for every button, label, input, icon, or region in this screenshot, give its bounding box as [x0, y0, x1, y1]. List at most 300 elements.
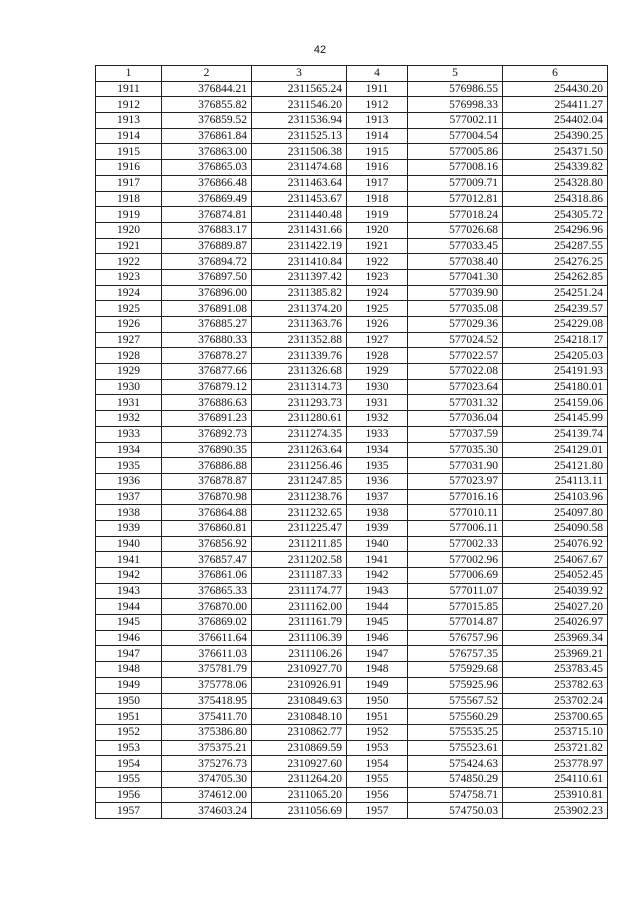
- table-cell: 376863.00: [162, 144, 252, 160]
- table-cell: 254287.55: [503, 238, 608, 254]
- table-cell: 254430.20: [503, 81, 608, 97]
- table-cell: 577011.07: [408, 583, 503, 599]
- table-cell: 577006.69: [408, 568, 503, 584]
- table-cell: 376869.02: [162, 615, 252, 631]
- table-cell: 1940: [347, 536, 408, 552]
- table-cell: 1930: [96, 379, 162, 395]
- table-cell: 376869.49: [162, 191, 252, 207]
- table-cell: 376879.12: [162, 379, 252, 395]
- table-cell: 253721.82: [503, 740, 608, 756]
- table-cell: 1923: [347, 269, 408, 285]
- table-row: [96, 128, 608, 144]
- table-cell: 1955: [347, 771, 408, 787]
- table-cell: 376844.21: [162, 81, 252, 97]
- table-cell: 577038.40: [408, 254, 503, 270]
- table-row: [96, 160, 608, 176]
- table-cell: 375411.70: [162, 709, 252, 725]
- table-cell: 1914: [96, 128, 162, 144]
- table-cell: 1933: [96, 426, 162, 442]
- table-row: [96, 144, 608, 160]
- table-row: [96, 599, 608, 615]
- table-cell: 253700.65: [503, 709, 608, 725]
- table-cell: 575424.63: [408, 756, 503, 772]
- table-row: [96, 756, 608, 772]
- table-cell: 2311474.68: [252, 160, 347, 176]
- table-cell: 376894.72: [162, 254, 252, 270]
- table-cell: 1921: [347, 238, 408, 254]
- table-cell: 1949: [347, 677, 408, 693]
- table-cell: 2311065.20: [252, 787, 347, 803]
- table-cell: 577002.33: [408, 536, 503, 552]
- table-cell: 1940: [96, 536, 162, 552]
- table-cell: 2311293.73: [252, 395, 347, 411]
- table-cell: 1922: [347, 254, 408, 270]
- table-cell: 2311385.82: [252, 285, 347, 301]
- table-cell: 376878.87: [162, 473, 252, 489]
- table-cell: 253783.45: [503, 662, 608, 678]
- table-row: [96, 615, 608, 631]
- table-cell: 1941: [347, 552, 408, 568]
- table-cell: 254305.72: [503, 207, 608, 223]
- table-cell: 2310927.60: [252, 756, 347, 772]
- table-cell: 254110.61: [503, 771, 608, 787]
- table-row: [96, 175, 608, 191]
- table-cell: 254402.04: [503, 113, 608, 129]
- table-cell: 1942: [96, 568, 162, 584]
- table-cell: 2311431.66: [252, 222, 347, 238]
- table-cell: 577010.11: [408, 505, 503, 521]
- table-cell: 1919: [347, 207, 408, 223]
- table-row: [96, 568, 608, 584]
- table-row: [96, 191, 608, 207]
- table-cell: 2311174.77: [252, 583, 347, 599]
- table-cell: 375418.95: [162, 693, 252, 709]
- table-cell: 254103.96: [503, 489, 608, 505]
- table-cell: 577033.45: [408, 238, 503, 254]
- table-cell: 575523.61: [408, 740, 503, 756]
- table-cell: 254239.57: [503, 301, 608, 317]
- table-cell: 1957: [347, 803, 408, 819]
- table-cell: 576757.96: [408, 630, 503, 646]
- table-cell: 577015.85: [408, 599, 503, 615]
- table-cell: 254205.03: [503, 348, 608, 364]
- table-row: [96, 348, 608, 364]
- table-cell: 376855.82: [162, 97, 252, 113]
- table-row: [96, 254, 608, 270]
- table-cell: 577009.71: [408, 175, 503, 191]
- table-cell: 1911: [347, 81, 408, 97]
- table-cell: 253910.81: [503, 787, 608, 803]
- table-cell: 1953: [96, 740, 162, 756]
- table-cell: 1945: [96, 615, 162, 631]
- table-row: [96, 317, 608, 333]
- table-cell: 376870.00: [162, 599, 252, 615]
- table-cell: 1912: [96, 97, 162, 113]
- table-cell: 376891.08: [162, 301, 252, 317]
- table-row: [96, 693, 608, 709]
- table-cell: 253969.21: [503, 646, 608, 662]
- table-row: [96, 803, 608, 819]
- table-cell: 1924: [96, 285, 162, 301]
- table-cell: 375778.06: [162, 677, 252, 693]
- table-cell: 2311525.13: [252, 128, 347, 144]
- table-cell: 577031.32: [408, 395, 503, 411]
- header-row: [96, 66, 608, 82]
- table-row: [96, 489, 608, 505]
- table-cell: 2311280.61: [252, 411, 347, 427]
- table-cell: 253778.97: [503, 756, 608, 772]
- table-cell: 1915: [96, 144, 162, 160]
- table-cell: 254191.93: [503, 364, 608, 380]
- table-cell: 2311056.69: [252, 803, 347, 819]
- table-cell: 1938: [96, 505, 162, 521]
- table-cell: 1912: [347, 97, 408, 113]
- table-cell: 1946: [96, 630, 162, 646]
- table-cell: 254090.58: [503, 520, 608, 536]
- table-cell: 376859.52: [162, 113, 252, 129]
- table-cell: 254218.17: [503, 332, 608, 348]
- table-cell: 1942: [347, 568, 408, 584]
- table-cell: 2311397.42: [252, 269, 347, 285]
- table-cell: 574750.03: [408, 803, 503, 819]
- table-row: [96, 677, 608, 693]
- table-cell: 2311263.64: [252, 442, 347, 458]
- table-cell: 253902.23: [503, 803, 608, 819]
- table-cell: 1939: [96, 520, 162, 536]
- table-cell: 577039.90: [408, 285, 503, 301]
- table-row: [96, 505, 608, 521]
- table-cell: 577024.52: [408, 332, 503, 348]
- table-cell: 2310869.59: [252, 740, 347, 756]
- table-cell: 2311546.20: [252, 97, 347, 113]
- table-cell: 376857.47: [162, 552, 252, 568]
- table-row: [96, 97, 608, 113]
- table-cell: 1915: [347, 144, 408, 160]
- table-row: [96, 426, 608, 442]
- table-cell: 575929.68: [408, 662, 503, 678]
- table-cell: 254262.85: [503, 269, 608, 285]
- table-cell: 577005.86: [408, 144, 503, 160]
- table-cell: 1913: [96, 113, 162, 129]
- table-cell: 2311106.26: [252, 646, 347, 662]
- table-cell: 577022.08: [408, 364, 503, 380]
- table-cell: 576986.55: [408, 81, 503, 97]
- table-cell: 1931: [96, 395, 162, 411]
- table-cell: 1916: [96, 160, 162, 176]
- table-cell: 577008.16: [408, 160, 503, 176]
- table-cell: 254139.74: [503, 426, 608, 442]
- table-cell: 577012.81: [408, 191, 503, 207]
- table-cell: 1954: [347, 756, 408, 772]
- column-header: 4: [347, 66, 408, 82]
- table-cell: 1919: [96, 207, 162, 223]
- table-cell: 1944: [96, 599, 162, 615]
- table-cell: 254229.08: [503, 317, 608, 333]
- table-cell: 577002.11: [408, 113, 503, 129]
- table-row: [96, 332, 608, 348]
- table-cell: 577014.87: [408, 615, 503, 631]
- table-cell: 2310926.91: [252, 677, 347, 693]
- table-cell: 2310849.63: [252, 693, 347, 709]
- table-cell: 2311232.65: [252, 505, 347, 521]
- table-cell: 2311238.76: [252, 489, 347, 505]
- table-cell: 254371.50: [503, 144, 608, 160]
- table-cell: 254339.82: [503, 160, 608, 176]
- table-cell: 2311352.88: [252, 332, 347, 348]
- table-cell: 1930: [347, 379, 408, 395]
- table-cell: 1929: [96, 364, 162, 380]
- table-row: [96, 583, 608, 599]
- table-cell: 254121.80: [503, 458, 608, 474]
- table-cell: 376864.88: [162, 505, 252, 521]
- table-cell: 254026.97: [503, 615, 608, 631]
- table-cell: 254076.92: [503, 536, 608, 552]
- table-cell: 375386.80: [162, 724, 252, 740]
- table-cell: 2311211.85: [252, 536, 347, 552]
- table-cell: 1954: [96, 756, 162, 772]
- table-cell: 1920: [96, 222, 162, 238]
- table-cell: 1922: [96, 254, 162, 270]
- table-cell: 2311363.76: [252, 317, 347, 333]
- table-cell: 575560.29: [408, 709, 503, 725]
- table-cell: 253702.24: [503, 693, 608, 709]
- table-cell: 376890.35: [162, 442, 252, 458]
- table-cell: 253782.63: [503, 677, 608, 693]
- table-cell: 1937: [96, 489, 162, 505]
- table-cell: 2311463.64: [252, 175, 347, 191]
- table-cell: 254113.11: [503, 473, 608, 489]
- table-cell: 2311247.85: [252, 473, 347, 489]
- table-cell: 376877.66: [162, 364, 252, 380]
- table-cell: 376878.27: [162, 348, 252, 364]
- table-cell: 2311326.68: [252, 364, 347, 380]
- table-cell: 575567.52: [408, 693, 503, 709]
- table-cell: 1927: [347, 332, 408, 348]
- table-cell: 2311106.39: [252, 630, 347, 646]
- table-cell: 577018.24: [408, 207, 503, 223]
- table-cell: 1945: [347, 615, 408, 631]
- table-cell: 577002.96: [408, 552, 503, 568]
- table-cell: 1941: [96, 552, 162, 568]
- table-cell: 1931: [347, 395, 408, 411]
- table-cell: 1917: [96, 175, 162, 191]
- table-cell: 254067.67: [503, 552, 608, 568]
- table-cell: 2311314.73: [252, 379, 347, 395]
- table-row: [96, 552, 608, 568]
- table-cell: 577006.11: [408, 520, 503, 536]
- table-cell: 1934: [96, 442, 162, 458]
- table-row: [96, 458, 608, 474]
- table-cell: 375276.73: [162, 756, 252, 772]
- table-cell: 1957: [96, 803, 162, 819]
- table-cell: 254318.86: [503, 191, 608, 207]
- table-cell: 1927: [96, 332, 162, 348]
- table-cell: 1936: [347, 473, 408, 489]
- table-cell: 577016.16: [408, 489, 503, 505]
- table-cell: 1949: [96, 677, 162, 693]
- table-row: [96, 301, 608, 317]
- table-cell: 376896.00: [162, 285, 252, 301]
- table-row: [96, 238, 608, 254]
- table-cell: 254129.01: [503, 442, 608, 458]
- table-cell: 577035.08: [408, 301, 503, 317]
- table-cell: 254276.25: [503, 254, 608, 270]
- table-cell: 376892.73: [162, 426, 252, 442]
- table-row: [96, 709, 608, 725]
- table-cell: 1938: [347, 505, 408, 521]
- table-cell: 254159.06: [503, 395, 608, 411]
- table-cell: 254145.99: [503, 411, 608, 427]
- table-cell: 1918: [96, 191, 162, 207]
- column-header: 3: [252, 66, 347, 82]
- table-cell: 2311339.76: [252, 348, 347, 364]
- table-cell: 574758.71: [408, 787, 503, 803]
- table-cell: 376860.81: [162, 520, 252, 536]
- table-row: [96, 222, 608, 238]
- table-cell: 577031.90: [408, 458, 503, 474]
- table-cell: 1918: [347, 191, 408, 207]
- table-cell: 2311536.94: [252, 113, 347, 129]
- table-cell: 1939: [347, 520, 408, 536]
- table-cell: 577023.64: [408, 379, 503, 395]
- table-cell: 2311202.58: [252, 552, 347, 568]
- table-cell: 254039.92: [503, 583, 608, 599]
- table-row: [96, 411, 608, 427]
- table-cell: 1926: [96, 317, 162, 333]
- table-cell: 1920: [347, 222, 408, 238]
- table-cell: 1952: [347, 724, 408, 740]
- table-cell: 1928: [96, 348, 162, 364]
- table-cell: 577023.97: [408, 473, 503, 489]
- table-cell: 376856.92: [162, 536, 252, 552]
- table-cell: 1935: [96, 458, 162, 474]
- table-cell: 1921: [96, 238, 162, 254]
- table-row: [96, 269, 608, 285]
- coordinate-table: [95, 65, 608, 819]
- table-cell: 1951: [96, 709, 162, 725]
- table-cell: 376865.03: [162, 160, 252, 176]
- table-cell: 2311274.35: [252, 426, 347, 442]
- table-cell: 376885.27: [162, 317, 252, 333]
- table-cell: 1926: [347, 317, 408, 333]
- table-cell: 1934: [347, 442, 408, 458]
- table-cell: 577041.30: [408, 269, 503, 285]
- table-cell: 1932: [96, 411, 162, 427]
- table-cell: 1950: [96, 693, 162, 709]
- table-row: [96, 379, 608, 395]
- table-cell: 375375.21: [162, 740, 252, 756]
- table-cell: 375781.79: [162, 662, 252, 678]
- table-row: [96, 536, 608, 552]
- table-cell: 1936: [96, 473, 162, 489]
- table-cell: 254097.80: [503, 505, 608, 521]
- table-row: [96, 473, 608, 489]
- table-cell: 574850.29: [408, 771, 503, 787]
- table-cell: 1948: [96, 662, 162, 678]
- table-cell: 2311422.19: [252, 238, 347, 254]
- column-header: 6: [503, 66, 608, 82]
- table-row: [96, 81, 608, 97]
- table-cell: 1947: [347, 646, 408, 662]
- table-cell: 1923: [96, 269, 162, 285]
- table-cell: 1947: [96, 646, 162, 662]
- table-row: [96, 787, 608, 803]
- table-cell: 1935: [347, 458, 408, 474]
- table-cell: 374612.00: [162, 787, 252, 803]
- table-cell: 376611.64: [162, 630, 252, 646]
- table-cell: 1917: [347, 175, 408, 191]
- table-cell: 254180.01: [503, 379, 608, 395]
- table-cell: 577022.57: [408, 348, 503, 364]
- table-cell: 1928: [347, 348, 408, 364]
- table-cell: 2311162.00: [252, 599, 347, 615]
- table-cell: 1913: [347, 113, 408, 129]
- table-cell: 1932: [347, 411, 408, 427]
- table-row: [96, 207, 608, 223]
- table-cell: 376886.63: [162, 395, 252, 411]
- table-cell: 1937: [347, 489, 408, 505]
- page-number: 42: [313, 44, 327, 56]
- table-cell: 376886.88: [162, 458, 252, 474]
- table-cell: 1951: [347, 709, 408, 725]
- table-cell: 254296.96: [503, 222, 608, 238]
- table-cell: 2311453.67: [252, 191, 347, 207]
- table-row: [96, 285, 608, 301]
- table-row: [96, 662, 608, 678]
- table-cell: 1956: [96, 787, 162, 803]
- table-cell: 1950: [347, 693, 408, 709]
- table-cell: 376861.84: [162, 128, 252, 144]
- table-cell: 376865.33: [162, 583, 252, 599]
- table-cell: 376874.81: [162, 207, 252, 223]
- table-row: [96, 364, 608, 380]
- table-cell: 2311440.48: [252, 207, 347, 223]
- table-cell: 1948: [347, 662, 408, 678]
- table-cell: 1925: [96, 301, 162, 317]
- table-cell: 575925.96: [408, 677, 503, 693]
- table-cell: 2311410.84: [252, 254, 347, 270]
- table-cell: 2310862.77: [252, 724, 347, 740]
- table-cell: 1916: [347, 160, 408, 176]
- table-cell: 1952: [96, 724, 162, 740]
- table-cell: 1955: [96, 771, 162, 787]
- table-cell: 1929: [347, 364, 408, 380]
- table-cell: 254390.25: [503, 128, 608, 144]
- column-header: 1: [96, 66, 162, 82]
- table-cell: 2311187.33: [252, 568, 347, 584]
- table-cell: 376883.17: [162, 222, 252, 238]
- table-cell: 1944: [347, 599, 408, 615]
- table-cell: 376861.06: [162, 568, 252, 584]
- table-cell: 2311256.46: [252, 458, 347, 474]
- table-cell: 254411.27: [503, 97, 608, 113]
- table-cell: 1925: [347, 301, 408, 317]
- table-cell: 1914: [347, 128, 408, 144]
- column-header: 5: [408, 66, 503, 82]
- table-row: [96, 771, 608, 787]
- table-cell: 376891.23: [162, 411, 252, 427]
- table-cell: 2311264.20: [252, 771, 347, 787]
- table-cell: 374705.30: [162, 771, 252, 787]
- table-cell: 576757.35: [408, 646, 503, 662]
- table-cell: 376889.87: [162, 238, 252, 254]
- table-cell: 577035.30: [408, 442, 503, 458]
- table-row: [96, 724, 608, 740]
- table-cell: 575535.25: [408, 724, 503, 740]
- table-cell: 376866.48: [162, 175, 252, 191]
- table-cell: 1943: [347, 583, 408, 599]
- table-cell: 2310927.70: [252, 662, 347, 678]
